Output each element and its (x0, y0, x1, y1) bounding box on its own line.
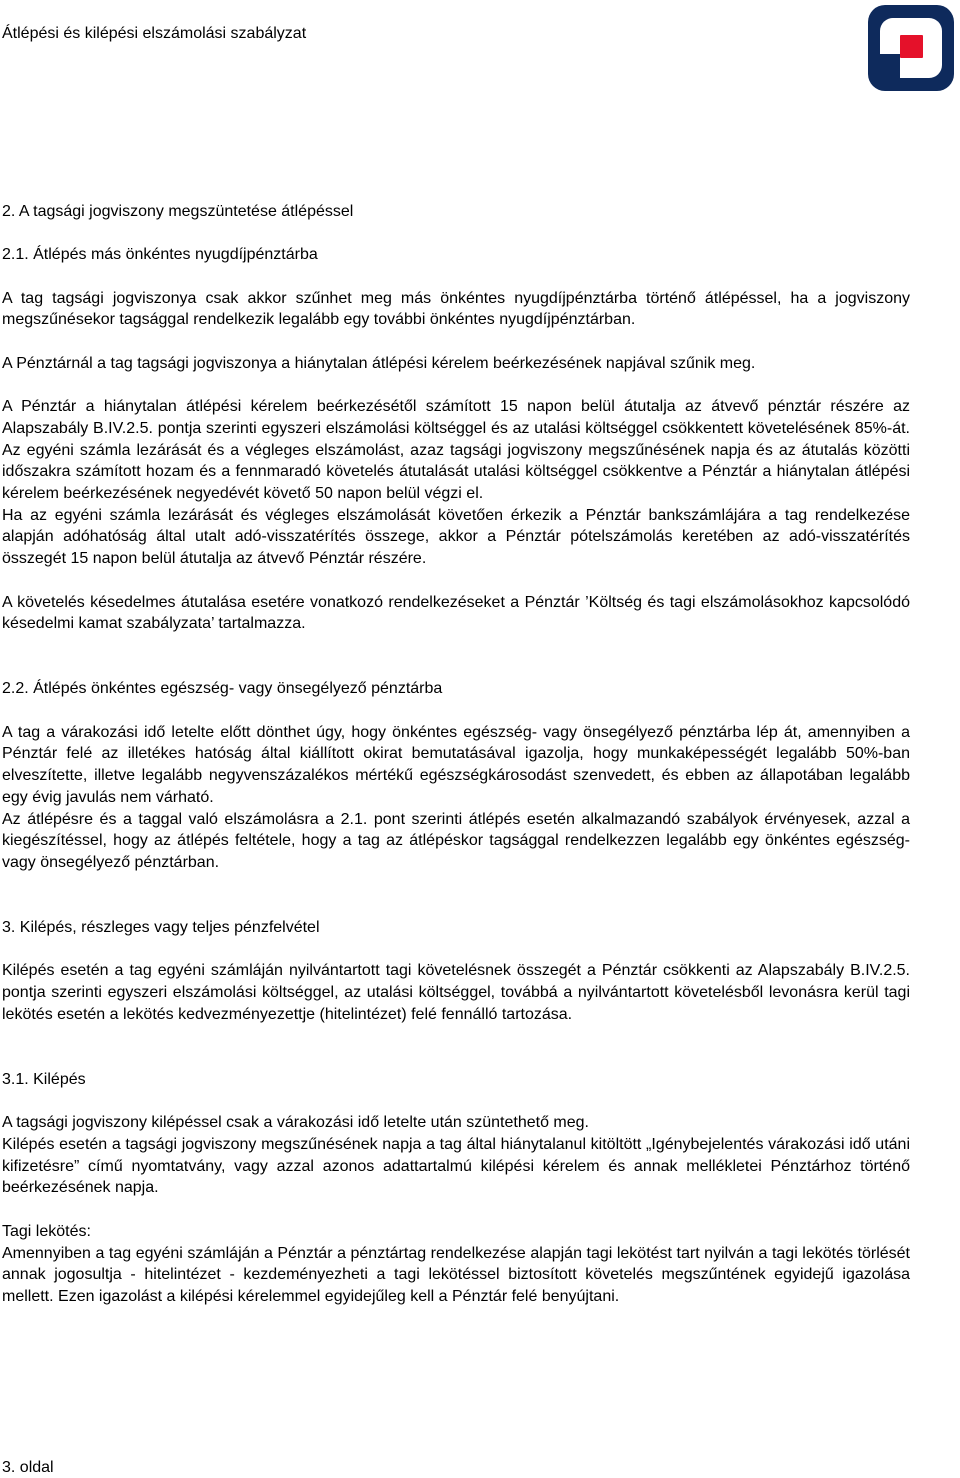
fund-logo-icon (868, 5, 954, 91)
page-number: 3. oldal (2, 1459, 54, 1476)
paragraph: Kilépés esetén a tagsági jogviszony megszűnésének napja a tag által hiánytalanul kitöltött „Igénybejelentés várakozási idő utáni kifizetésre” című nyomtatvány, vagy azzal azonos adattartalmú kilépési kérelem és annak mellékletei Pénztárhoz történő beérkezésének napja. (2, 1136, 910, 1197)
paragraph: A tag tagsági jogviszonya csak akkor szűnhet meg más önkéntes nyugdíjpénztárba történő átlépéssel, ha a jogviszony megszűnésekor tagsággal rendelkezik legalább egy további önkéntes nyugdíjpénztárban. (2, 289, 910, 329)
subheading-tagi-lekotes: Tagi lekötés: (2, 1222, 91, 1240)
document-body (2, 201, 910, 1308)
section-3-heading: 3. Kilépés, részleges vagy teljes pénzfelvétel (2, 919, 320, 937)
section-3-1-heading: 3.1. Kilépés (2, 1070, 86, 1088)
document-header-title: Átlépési és kilépési elszámolási szabályzat (2, 25, 307, 42)
paragraph: A Pénztár a hiánytalan átlépési kérelem beérkezésétől számított 15 napon belül átutalja az átvevő pénztár részére az Alapszabály B.IV.2.5. pontja szerinti egyszeri elszámolási költséggel és az utalási költséggel csökkentett követelésének 85%-át. Az egyéni számla lezárását és a végleges elszámolást, azaz tagsági jogviszony megszűnésének napja és az átutalás közötti időszakra számított hozam és a fennmaradó követelés átutalását utalási költséggel csökkentve a Pénztár a hiánytalan átlépési kérelem beérkezésének negyedévét követő 50 napon belül végzi el. (2, 398, 910, 503)
section-2-2-heading: 2.2. Átlépés önkéntes egészség- vagy önsegélyező pénztárba (2, 680, 443, 698)
paragraph: A tag a várakozási idő letelte előtt dönthet úgy, hogy önkéntes egészség- vagy önsegélyező pénztárba lép át, amennyiben a Pénztár felé az illetékes hatóság által kiállított okirat bemutatásával igazolja, hogy munkaképességét legalább 50%-ban elveszítette, illetve legalább negyvenszázalékos mértékű egészségkárosodást szenvedett, és ebben az állapotában legalább egy évig javulás nem várható. (2, 723, 910, 806)
paragraph: Ha az egyéni számla lezárását és végleges elszámolását követően érkezik a Pénztár bankszámlájára a tag rendelkezése alapján adóhatóság által utalt adó-visszatérítés összege, akkor a Pénztár pótelszámolás keretében az adó-visszatérítés összegét 15 napon belül átutalja az átvevő Pénztár részére. (2, 506, 910, 568)
paragraph: Kilépés esetén a tag egyéni számláján nyilvántartott tagi követelésnek összegét a Pénztár csökkenti az Alapszabály B.IV.2.5. pontja szerinti egyszeri elszámolási költséggel, az utalási költséggel, továbbá a nyilvántartott követelésből levonásra kerül tagi lekötés esetén a lekötés kedvezményezettje (hitelintézet) felé fennálló tartozása. (2, 962, 910, 1023)
paragraph: A tagsági jogviszony kilépéssel csak a várakozási idő letelte után szüntethető meg. (2, 1114, 589, 1132)
paragraph: Amennyiben a tag egyéni számláján a Pénztár a pénztártag rendelkezése alapján tagi lekötést tart nyilván a tagi lekötés törlését annak jogosultja - hitelintézet - kezdeményezheti a tagi lekötéssel biztosított követelés megszűntének egyidejű igazolása mellett. Ezen igazolást a kilépési kérelemmel egyidejűleg kell a Pénztár felé benyújtani. (2, 1244, 910, 1305)
section-2-1-heading: 2.1. Átlépés más önkéntes nyugdíjpénztárba (2, 246, 318, 264)
paragraph: A Pénztárnál a tag tagsági jogviszonya a hiánytalan átlépési kérelem beérkezésének napjával szűnik meg. (2, 354, 756, 372)
paragraph: A követelés késedelmes átutalása esetére vonatkozó rendelkezéseket a Pénztár ’Költség és tagi elszámolásokhoz kapcsolódó késedelmi kamat szabályzata’ tartalmazza. (2, 593, 910, 633)
section-2-heading: 2. A tagsági jogviszony megszüntetése átlépéssel (2, 203, 354, 220)
paragraph: Az átlépésre és a taggal való elszámolásra a 2.1. pont szerinti átlépés esetén alkalmazandó szabályok érvényesek, azzal a kiegészítéssel, hogy az átlépés feltétele, hogy a tag az átlépéskor tagsággal rendelkezzen legalább egy önkéntes egészség- vagy önsegélyező pénztárban. (2, 810, 910, 871)
